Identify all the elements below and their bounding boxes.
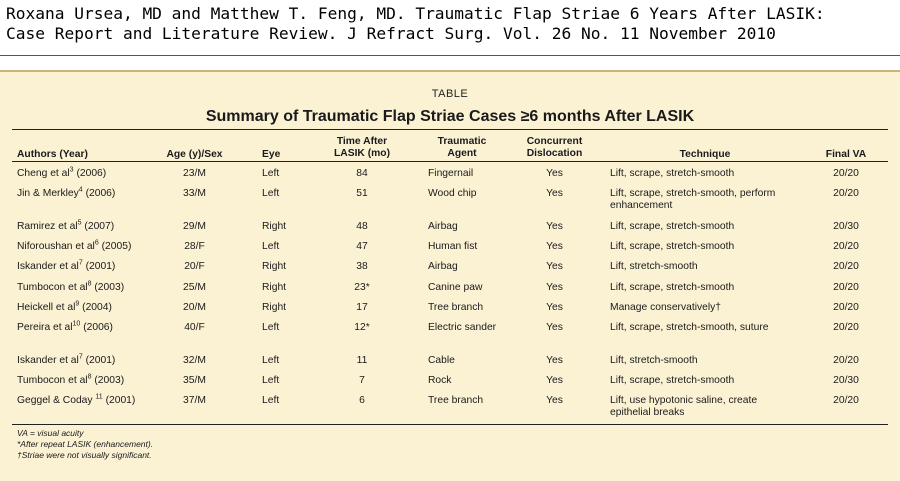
cell-concurrent-dislocation: Yes xyxy=(546,168,563,179)
citation-text: Roxana Ursea, MD and Matthew T. Feng, MD. Traumatic Flap Striae 6 Years After LASIK: Case Report and Literature Review. J Refract Surg. Vol. 26 No. 11 November 2010 xyxy=(6,4,825,43)
reference-number: 6 xyxy=(94,239,99,247)
publication-year: (2001) xyxy=(82,355,116,366)
publication-year: (2001) xyxy=(82,261,116,272)
cell-final-va: 20/20 xyxy=(833,395,859,406)
cell-traumatic-agent: Human fist xyxy=(428,241,478,252)
cell-time-after-lasik: 48 xyxy=(356,221,368,232)
cell-concurrent-dislocation: Yes xyxy=(546,221,563,232)
cell-traumatic-agent: Wood chip xyxy=(428,188,477,199)
table-panel xyxy=(0,70,900,481)
cell-traumatic-agent: Airbag xyxy=(428,261,458,272)
cell-eye: Right xyxy=(262,261,287,272)
cell-final-va: 20/20 xyxy=(833,322,859,333)
author-name: Pereira et al xyxy=(17,322,73,333)
table-title: Summary of Traumatic Flap Striae Cases ≥6 months After LASIK xyxy=(205,108,695,125)
cell-concurrent-dislocation: Yes xyxy=(546,355,563,366)
cell-technique: Lift, scrape, stretch-smooth, perform enhancement xyxy=(610,188,776,211)
author-name: Jin & Merkley xyxy=(17,188,79,199)
cell-author xyxy=(17,322,147,334)
author-name: Geggel & Coday xyxy=(17,395,96,406)
cell-author xyxy=(17,302,147,314)
cell-author xyxy=(17,188,147,200)
cell-author xyxy=(17,355,147,367)
cell-time-after-lasik: 38 xyxy=(356,261,368,272)
cell-time-after-lasik: 47 xyxy=(356,241,368,252)
cell-concurrent-dislocation: Yes xyxy=(546,302,563,313)
cell-age-sex: 32/M xyxy=(183,355,206,366)
header-traumatic-agent: Traumatic Agent xyxy=(437,136,487,159)
cell-traumatic-agent: Tree branch xyxy=(428,302,484,313)
cell-author xyxy=(17,241,147,253)
cell-technique: Lift, scrape, stretch-smooth xyxy=(610,241,735,252)
header-authors: Authors (Year) xyxy=(17,149,88,160)
cell-technique: Lift, stretch-smooth xyxy=(610,355,698,366)
publication-year: (2007) xyxy=(81,221,115,232)
cell-time-after-lasik: 11 xyxy=(356,355,368,366)
publication-year: (2003) xyxy=(91,375,125,386)
cell-final-va: 20/20 xyxy=(833,241,859,252)
publication-year: (2003) xyxy=(91,282,125,293)
cell-technique: Manage conservatively† xyxy=(610,302,722,313)
publication-year: (2004) xyxy=(79,302,112,313)
cell-final-va: 20/20 xyxy=(833,282,859,293)
cell-eye: Right xyxy=(262,282,287,293)
cell-eye: Left xyxy=(262,168,280,179)
publication-year: (2006) xyxy=(80,322,113,333)
cell-technique: Lift, scrape, stretch-smooth, suture xyxy=(610,322,769,333)
author-name: Ramirez et al xyxy=(17,221,78,232)
cell-eye: Right xyxy=(262,302,287,313)
cell-technique: Lift, scrape, stretch-smooth xyxy=(610,221,735,232)
cell-final-va: 20/30 xyxy=(833,221,859,232)
cell-eye: Left xyxy=(262,322,280,333)
author-name: Heickell et al xyxy=(17,302,76,313)
cell-concurrent-dislocation: Yes xyxy=(546,395,563,406)
author-name: Iskander et al xyxy=(17,261,79,272)
cell-age-sex: 40/F xyxy=(184,322,205,333)
cell-traumatic-agent: Airbag xyxy=(428,221,458,232)
author-name: Cheng et al xyxy=(17,168,70,179)
reference-number: 4 xyxy=(78,186,83,194)
cell-traumatic-agent: Cable xyxy=(428,355,455,366)
reference-number: 7 xyxy=(78,259,83,267)
header-concurrent-dislocation: Concurrent Dislocation xyxy=(526,136,583,159)
cell-eye: Left xyxy=(262,375,280,386)
table-label: TABLE xyxy=(431,88,469,100)
cell-time-after-lasik: 23* xyxy=(354,282,370,293)
cell-time-after-lasik: 6 xyxy=(359,395,365,406)
header-final-va: Final VA xyxy=(825,149,867,160)
reference-number: 8 xyxy=(87,373,92,381)
publication-year: (2006) xyxy=(73,168,107,179)
cell-eye: Left xyxy=(262,188,280,199)
cell-age-sex: 20/F xyxy=(184,261,205,272)
cell-eye: Left xyxy=(262,241,280,252)
table-top-rule xyxy=(12,129,888,130)
cell-age-sex: 25/M xyxy=(183,282,206,293)
author-name: Niforoushan et al xyxy=(17,241,95,252)
cell-time-after-lasik: 12* xyxy=(354,322,370,333)
cell-traumatic-agent: Fingernail xyxy=(428,168,474,179)
cell-technique: Lift, stretch-smooth xyxy=(610,261,698,272)
cell-concurrent-dislocation: Yes xyxy=(546,282,563,293)
cell-technique: Lift, scrape, stretch-smooth xyxy=(610,375,735,386)
table-header-rule xyxy=(12,161,888,162)
header-technique: Technique xyxy=(679,149,731,160)
cell-eye: Left xyxy=(262,355,280,366)
cell-traumatic-agent: Electric sander xyxy=(428,322,497,333)
reference-number: 3 xyxy=(69,166,74,174)
table-bottom-rule xyxy=(12,424,888,425)
cell-time-after-lasik: 17 xyxy=(356,302,368,313)
cell-time-after-lasik: 84 xyxy=(356,168,368,179)
cell-final-va: 20/20 xyxy=(833,188,859,199)
cell-author xyxy=(17,282,147,294)
header-time-after-lasik: Time After LASIK (mo) xyxy=(333,136,391,159)
publication-year: (2005) xyxy=(98,241,132,252)
cell-time-after-lasik: 7 xyxy=(359,375,365,386)
cell-author xyxy=(17,221,147,233)
cell-final-va: 20/30 xyxy=(833,375,859,386)
reference-number: 8 xyxy=(87,280,92,288)
cell-final-va: 20/20 xyxy=(833,302,859,313)
author-name: Iskander et al xyxy=(17,355,79,366)
cell-age-sex: 33/M xyxy=(183,188,206,199)
cell-author xyxy=(17,168,147,180)
cell-technique: Lift, use hypotonic saline, create epithelial breaks xyxy=(610,395,758,418)
cell-concurrent-dislocation: Yes xyxy=(546,241,563,252)
cell-concurrent-dislocation: Yes xyxy=(546,188,563,199)
cell-concurrent-dislocation: Yes xyxy=(546,322,563,333)
cell-author xyxy=(17,261,147,273)
cell-concurrent-dislocation: Yes xyxy=(546,261,563,272)
cell-age-sex: 37/M xyxy=(183,395,206,406)
cell-concurrent-dislocation: Yes xyxy=(546,375,563,386)
author-name: Tumbocon et al xyxy=(17,375,88,386)
reference-number: 9 xyxy=(75,300,80,308)
cell-traumatic-agent: Tree branch xyxy=(428,395,484,406)
cell-technique: Lift, scrape, stretch-smooth xyxy=(610,282,735,293)
footnote-striae: †Striae were not visually significant. xyxy=(17,450,152,460)
cell-final-va: 20/20 xyxy=(833,261,859,272)
cell-technique: Lift, scrape, stretch-smooth xyxy=(610,168,735,179)
cell-final-va: 20/20 xyxy=(833,355,859,366)
cell-age-sex: 29/M xyxy=(183,221,206,232)
publication-year: (2006) xyxy=(82,188,116,199)
cell-traumatic-agent: Canine paw xyxy=(428,282,483,293)
divider-line xyxy=(0,55,900,56)
reference-number: 10 xyxy=(72,320,81,328)
footnote-enhancement: *After repeat LASIK (enhancement). xyxy=(17,439,154,449)
header-age-sex: Age (y)/Sex xyxy=(166,149,223,160)
publication-year: (2001) xyxy=(102,395,136,406)
header-eye: Eye xyxy=(262,149,281,160)
reference-number: 5 xyxy=(77,219,82,227)
cell-eye: Left xyxy=(262,395,280,406)
cell-traumatic-agent: Rock xyxy=(428,375,452,386)
reference-number: 11 xyxy=(95,393,103,401)
cell-final-va: 20/20 xyxy=(833,168,859,179)
cell-age-sex: 28/F xyxy=(184,241,205,252)
cell-eye: Right xyxy=(262,221,287,232)
author-name: Tumbocon et al xyxy=(17,282,88,293)
cell-age-sex: 35/M xyxy=(183,375,206,386)
cell-age-sex: 20/M xyxy=(183,302,206,313)
cell-time-after-lasik: 51 xyxy=(356,188,368,199)
cell-age-sex: 23/M xyxy=(183,168,206,179)
footnote-va: VA = visual acuity xyxy=(17,428,84,438)
reference-number: 7 xyxy=(78,353,83,361)
cell-author xyxy=(17,375,147,387)
cell-author xyxy=(17,395,147,407)
